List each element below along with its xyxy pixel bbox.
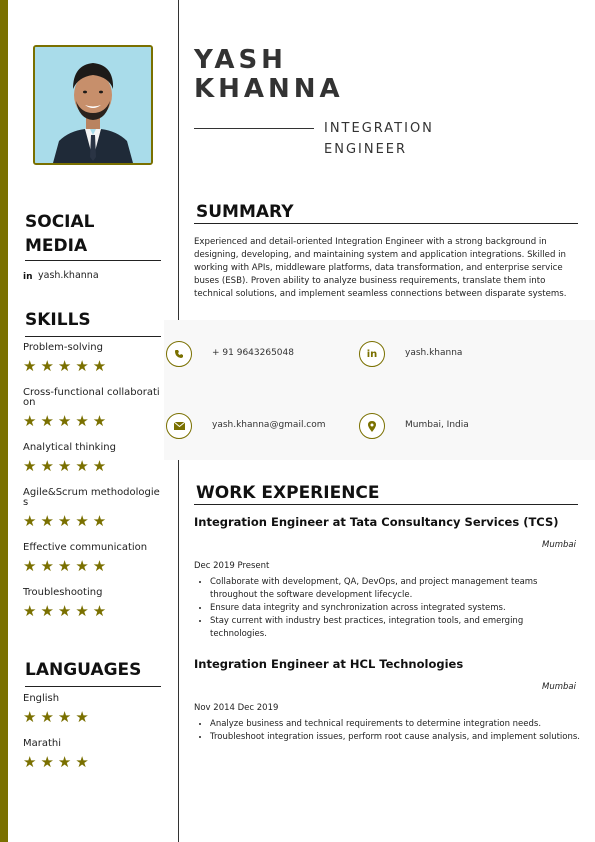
social-handle[interactable]: yash.khanna: [38, 270, 99, 281]
person-portrait-image: [35, 47, 151, 163]
contact-location: Mumbai, India: [405, 420, 469, 430]
skill-rating-stars: ★★★★★: [23, 457, 111, 475]
language-rating-stars: ★★★★: [23, 708, 93, 726]
column-divider-top: [178, 0, 179, 320]
language-rating-stars: ★★★★: [23, 753, 93, 771]
job-bullet: • Stay current with industry best practices, integration tools, and emerging technologies.: [210, 615, 580, 641]
name-last: KHANNA: [194, 74, 344, 104]
work-experience-heading: WORK EXPERIENCE: [196, 483, 380, 503]
job-dates: Nov 2014 Dec 2019: [194, 703, 279, 713]
summary-text: Experienced and detail-oriented Integration Engineer with a strong background in designing, developing, and maintaining system and application integrations. Skilled in working with APIs, middleware platforms, data transformation, and enterprise service buses (ESB). Proven ability to analyze business requirements, translate them into technical solutions, and implement seamless connections between disparate systems.: [194, 237, 567, 299]
contact-linkedin[interactable]: yash.khanna: [405, 348, 463, 358]
job-bullet: • Collaborate with development, QA, DevOps, and project management teams throughout the software development lifecycle.: [210, 576, 580, 602]
summary-heading: SUMMARY: [196, 202, 294, 222]
skill-rating-stars: ★★★★★: [23, 357, 111, 375]
skill-name: Effective communication: [23, 542, 148, 553]
skill-rating-stars: ★★★★★: [23, 512, 111, 530]
linkedin-icon: in: [23, 272, 33, 282]
phone-icon: [166, 341, 192, 367]
contact-email[interactable]: yash.khanna@gmail.com: [212, 420, 326, 430]
title-rule: [194, 128, 314, 129]
languages-heading-rule: [25, 686, 161, 687]
job-location: Mumbai: [542, 540, 576, 550]
skill-rating-stars: ★★★★★: [23, 557, 111, 575]
skill-name: Analytical thinking: [23, 442, 116, 453]
skill-name: Problem-solving: [23, 342, 103, 353]
skill-rating-stars: ★★★★★: [23, 602, 111, 620]
profile-photo: [33, 45, 153, 165]
languages-heading: LANGUAGES: [25, 660, 142, 680]
name-first: YASH: [194, 45, 287, 75]
job-title: [324, 118, 434, 160]
skills-heading-rule: [25, 336, 161, 337]
contact-section: [164, 320, 595, 460]
job-bullet: • Troubleshoot integration issues, perform root cause analysis, and implement solutions.: [210, 731, 580, 744]
social-heading-line1: SOCIAL: [25, 212, 95, 232]
job-bullets: [194, 718, 580, 744]
summary-heading-rule: [194, 223, 578, 224]
job-title-line1: INTEGRATION: [324, 121, 434, 136]
skill-rating-stars: ★★★★★: [23, 412, 111, 430]
email-icon: [166, 413, 192, 439]
work-experience-heading-rule: [194, 504, 578, 505]
linkedin-icon: in: [359, 341, 385, 367]
envelope-glyph: [174, 422, 185, 430]
location-pin-icon: [359, 413, 385, 439]
job-dates: Dec 2019 Present: [194, 561, 270, 571]
candidate-name: [194, 46, 344, 104]
phone-glyph: [174, 349, 184, 359]
job-title-line2: ENGINEER: [324, 142, 408, 157]
social-heading-rule: [25, 260, 161, 261]
column-divider-bottom: [178, 460, 179, 842]
skills-heading: SKILLS: [25, 310, 91, 330]
skill-name: Agile&Scrum methodologies: [23, 487, 160, 508]
accent-sidebar-bar: [0, 0, 8, 842]
contact-phone[interactable]: + 91 9643265048: [212, 348, 294, 358]
language-name: English: [23, 693, 60, 704]
skill-name: Troubleshooting: [23, 587, 103, 598]
pin-glyph: [368, 421, 376, 432]
social-media-heading: [25, 210, 95, 258]
language-name: Marathi: [23, 738, 62, 749]
job-bullet: • Analyze business and technical requirements to determine integration needs.: [210, 718, 580, 731]
job-title-company: Integration Engineer at Tata Consultancy Services (TCS): [194, 515, 559, 529]
social-heading-line2: MEDIA: [25, 236, 88, 256]
job-bullet: • Ensure data integrity and synchronization across integrated systems.: [210, 602, 580, 615]
skill-name: Cross-functional collaboration: [23, 387, 160, 408]
job-location: Mumbai: [542, 682, 576, 692]
job-title-company: Integration Engineer at HCL Technologies: [194, 657, 464, 671]
job-bullets: [194, 576, 580, 641]
